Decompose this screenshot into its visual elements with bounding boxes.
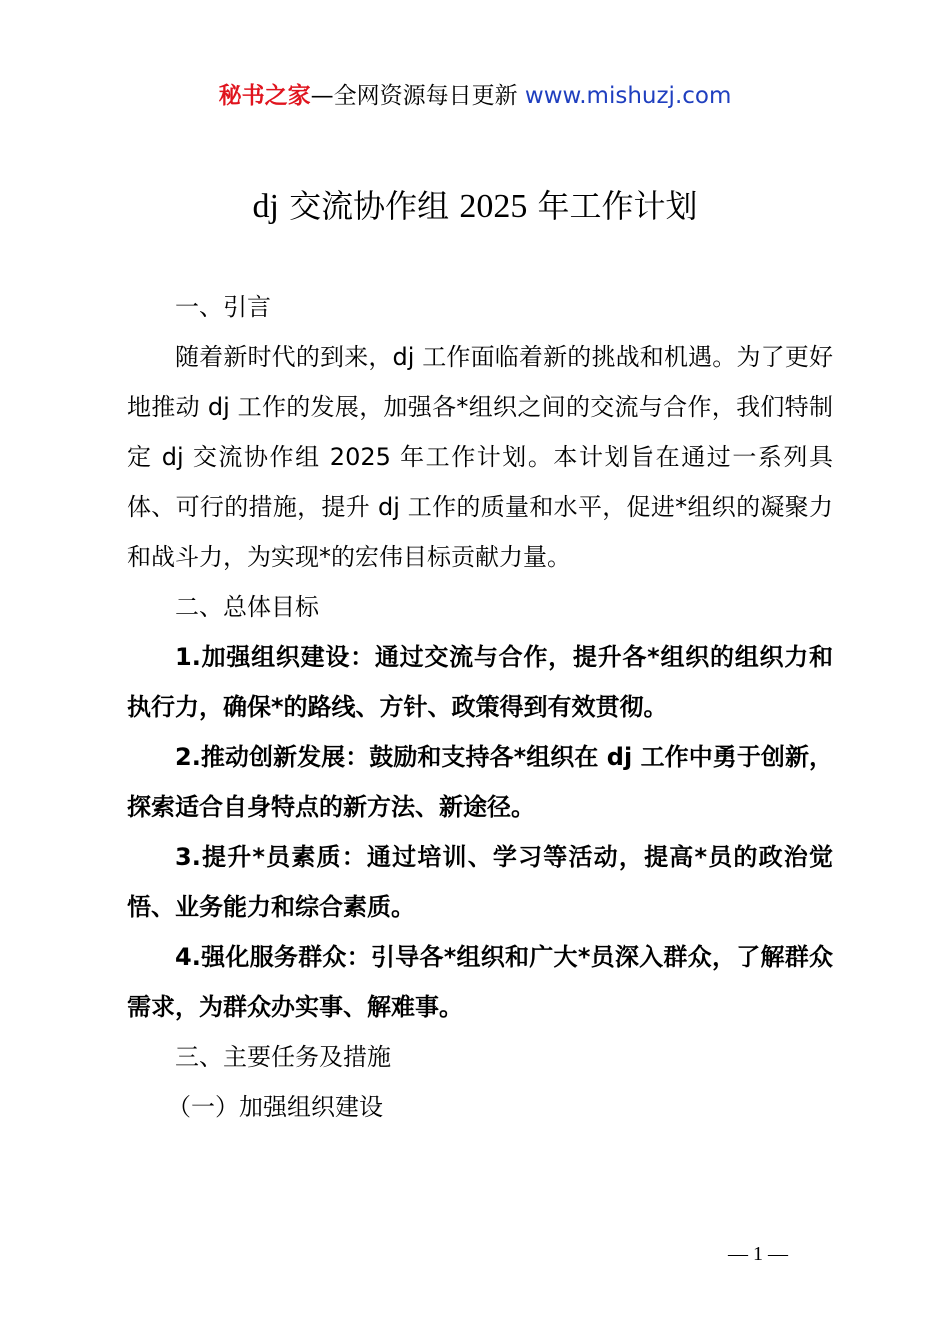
page-number: — 1 — [728,1243,788,1265]
section-heading-goals: 二、总体目标 [175,593,319,621]
goal-item-4: 4.强化服务群众：引导各*组织和广大*员深入群众，了解群众需求，为群众办实事、解难事。 [127,943,833,1021]
header-tagline: —全网资源每日更新 [310,83,525,109]
goal-item-3: 3.提升*员素质：通过培训、学习等活动，提高*员的政治觉悟、业务能力和综合素质。 [127,843,833,921]
subsection-heading-organization: （一）加强组织建设 [167,1093,383,1121]
title-prefix: dj [252,188,279,225]
brand-name: 秘书之家 [218,83,311,109]
document-title [0,184,950,229]
goal-item-2: 2.推动创新发展：鼓励和支持各*组织在 dj 工作中勇于创新，探索适合自身特点的新方法、新途径。 [127,743,833,821]
title-suffix: 年工作计划 [527,187,698,225]
site-header [0,80,950,112]
title-mid: 交流协作组 [278,187,460,225]
section-heading-tasks: 三、主要任务及措施 [175,1043,391,1071]
section-heading-intro: 一、引言 [175,293,271,321]
intro-paragraph: 随着新时代的到来，dj 工作面临着新的挑战和机遇。为了更好地推动 dj 工作的发展，加强各*组织之间的交流与合作，我们特制定 dj 交流协作组 2025 年工作计划。本计划旨在通过一系列具体、可行的措施，提升 dj 工作的质量和水平，促进*组织的凝聚力和战斗力，为实现*的宏伟目标贡献力量。 [127,343,833,571]
goal-item-1: 1.加强组织建设：通过交流与合作，提升各*组织的组织力和执行力，确保*的路线、方针、政策得到有效贯彻。 [127,643,833,721]
title-year: 2025 [459,188,528,225]
site-url-link[interactable]: www.mishuzj.com [524,83,732,109]
document-body [127,282,833,1132]
